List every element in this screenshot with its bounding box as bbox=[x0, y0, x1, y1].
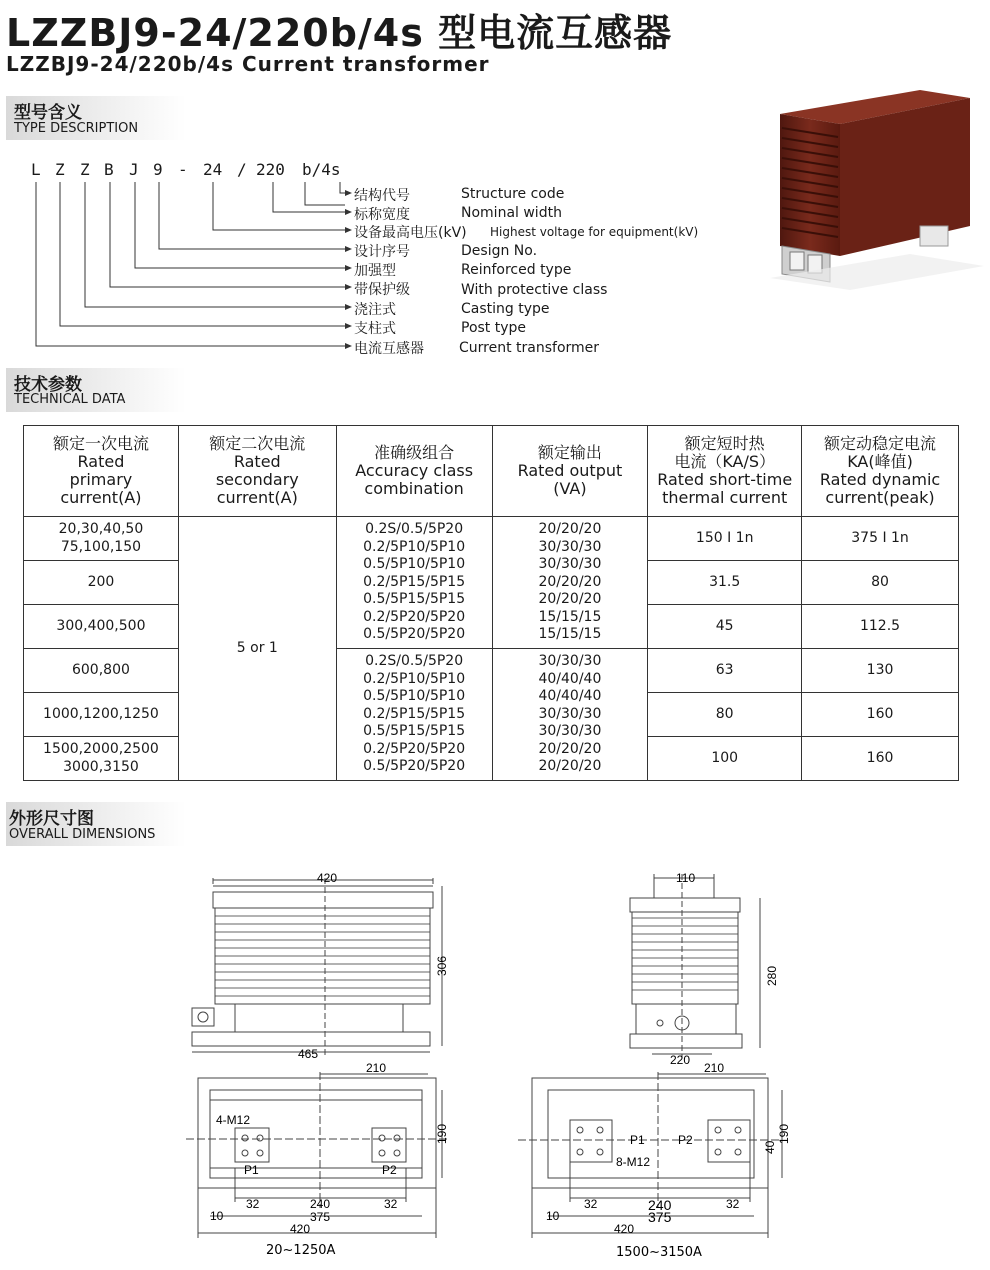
output-cell bbox=[492, 517, 648, 649]
primary-value: 1500,2000,2500 bbox=[43, 741, 159, 757]
accuracy-value: 0.2/5P15/5P15 bbox=[363, 573, 466, 590]
dim-label: 210 bbox=[704, 1061, 725, 1075]
header-en: (VA) bbox=[553, 479, 587, 498]
header-zh: 额定短时热 bbox=[684, 434, 765, 453]
header-zh: 额定一次电流 bbox=[52, 434, 149, 453]
header-en: Rated dynamic bbox=[819, 470, 941, 489]
type-item-en: Highest voltage for equipment(kV) bbox=[490, 225, 699, 239]
type-section-title-zh: 型号含义 bbox=[14, 103, 82, 123]
accuracy-value: 0.5/5P20/5P20 bbox=[363, 758, 466, 775]
tech-section-title-en: TECHNICAL DATA bbox=[14, 392, 126, 407]
dim-label: 420 bbox=[317, 871, 338, 885]
output-value: 20/20/20 bbox=[538, 521, 602, 538]
accuracy-value: 0.2/5P20/5P20 bbox=[363, 608, 466, 625]
header-zh: 准确级组合 bbox=[374, 443, 455, 462]
type-item-zh: 带保护级 bbox=[354, 282, 410, 298]
primary-cell: 200 bbox=[24, 561, 179, 605]
right-dimension-drawing bbox=[512, 868, 802, 1260]
type-item-zh: 标称宽度 bbox=[354, 207, 410, 223]
header-en: combination bbox=[364, 479, 464, 498]
page-subtitle: LZZBJ9-24/220b/4s Current transformer bbox=[6, 52, 490, 76]
dim-label: 465 bbox=[298, 1047, 319, 1061]
thermal-cell: 100 bbox=[648, 737, 802, 781]
dim-label: 420 bbox=[290, 1222, 311, 1236]
dim-label: 32 bbox=[384, 1197, 398, 1211]
header-en: Rated bbox=[233, 452, 281, 471]
dim-label: 10 bbox=[210, 1209, 224, 1223]
dim-label: 110 bbox=[676, 871, 696, 885]
output-value: 20/20/20 bbox=[538, 758, 602, 775]
accuracy-value: 0.2S/0.5/5P20 bbox=[365, 521, 464, 538]
dim-label: 32 bbox=[726, 1197, 740, 1211]
accuracy-value: 0.5/5P10/5P10 bbox=[363, 556, 466, 573]
primary-cell: 600,800 bbox=[24, 649, 179, 693]
code-char-z2: Z bbox=[80, 160, 90, 179]
header-en: KA(峰值) bbox=[847, 452, 913, 471]
type-item-zh: 结构代号 bbox=[354, 188, 410, 204]
header-en: primary bbox=[69, 470, 133, 489]
tech-section-title-zh: 技术参数 bbox=[14, 375, 82, 395]
accuracy-cell bbox=[336, 649, 492, 781]
primary-value: 75,100,150 bbox=[60, 538, 142, 555]
type-item-en: Design No. bbox=[461, 243, 538, 259]
type-item-en: Casting type bbox=[461, 301, 550, 317]
header-en: current(A) bbox=[60, 488, 142, 507]
accuracy-value: 0.2/5P10/5P10 bbox=[363, 670, 466, 687]
type-item-zh: 加强型 bbox=[354, 263, 396, 279]
code-char-j: J bbox=[129, 160, 139, 179]
dim-label: 220 bbox=[670, 1053, 691, 1067]
primary-value: 20,30,40,50 bbox=[58, 521, 144, 537]
table-row bbox=[24, 649, 959, 693]
header-en: current(peak) bbox=[825, 488, 935, 507]
header-en: Rated output bbox=[517, 461, 623, 480]
dim-label: 4-M12 bbox=[216, 1113, 251, 1127]
primary-cell: 300,400,500 bbox=[24, 605, 179, 649]
header-thermal bbox=[648, 426, 802, 517]
code-char-b4s: b/4s bbox=[302, 160, 341, 179]
type-item-en: Post type bbox=[461, 320, 527, 336]
type-item-en: Nominal width bbox=[461, 205, 562, 221]
thermal-cell: 150 I 1n bbox=[648, 517, 802, 561]
accuracy-value: 0.2/5P15/5P15 bbox=[363, 705, 466, 722]
accuracy-value: 0.5/5P20/5P20 bbox=[363, 626, 466, 643]
dim-label: 32 bbox=[584, 1197, 598, 1211]
accuracy-value: 0.5/5P10/5P10 bbox=[363, 688, 466, 705]
primary-value: 3000,3150 bbox=[63, 758, 139, 775]
type-section-title-en: TYPE DESCRIPTION bbox=[14, 121, 139, 136]
dim-label: 210 bbox=[366, 1061, 387, 1075]
output-cell bbox=[492, 649, 648, 781]
dim-label: 240 bbox=[310, 1197, 331, 1211]
code-char-z1: Z bbox=[55, 160, 65, 179]
header-en: Accuracy class bbox=[355, 461, 474, 480]
dim-label: P2 bbox=[382, 1163, 397, 1177]
dim-label: 8-M12 bbox=[616, 1155, 651, 1169]
dim-label: 375 bbox=[648, 1209, 672, 1225]
code-char-slash: / bbox=[237, 160, 247, 179]
output-value: 15/15/15 bbox=[538, 608, 602, 625]
type-item-zh: 设备最高电压(kV) bbox=[354, 225, 467, 241]
type-item-zh: 电流互感器 bbox=[354, 341, 424, 357]
accuracy-value: 0.5/5P15/5P15 bbox=[363, 591, 466, 608]
thermal-cell: 45 bbox=[648, 605, 802, 649]
right-drawing-caption: 1500~3150A bbox=[616, 1245, 702, 1260]
header-en: thermal current bbox=[662, 488, 788, 507]
header-en: current(A) bbox=[216, 488, 298, 507]
dim-label: 240 bbox=[648, 1197, 672, 1213]
code-char-dash: - bbox=[178, 160, 188, 179]
header-en: secondary bbox=[215, 470, 299, 489]
output-value: 15/15/15 bbox=[538, 626, 602, 643]
accuracy-value: 0.2S/0.5/5P20 bbox=[365, 653, 464, 670]
code-char-l: L bbox=[31, 160, 41, 179]
output-value: 20/20/20 bbox=[538, 740, 602, 757]
accuracy-cell bbox=[336, 517, 492, 649]
header-zh: 额定二次电流 bbox=[209, 434, 306, 453]
output-value: 40/40/40 bbox=[538, 688, 602, 705]
output-value: 30/30/30 bbox=[538, 556, 602, 573]
code-char-9: 9 bbox=[153, 160, 163, 179]
code-char-24: 24 bbox=[203, 160, 223, 179]
type-item-en: Current transformer bbox=[459, 340, 600, 356]
accuracy-value: 0.2/5P20/5P20 bbox=[363, 740, 466, 757]
output-value: 30/30/30 bbox=[538, 723, 602, 740]
type-item-en: Reinforced type bbox=[461, 262, 572, 278]
header-primary bbox=[24, 426, 179, 517]
thermal-cell: 31.5 bbox=[648, 561, 802, 605]
dim-label: 280 bbox=[765, 965, 779, 986]
header-dynamic bbox=[802, 426, 959, 517]
dynamic-cell: 80 bbox=[802, 561, 959, 605]
primary-cell bbox=[24, 737, 179, 781]
thermal-cell: 80 bbox=[648, 693, 802, 737]
dim-label: P1 bbox=[244, 1163, 259, 1177]
dim-label: 375 bbox=[310, 1210, 331, 1224]
dynamic-cell: 112.5 bbox=[802, 605, 959, 649]
dim-label: 190 bbox=[777, 1123, 791, 1144]
header-en: Rated bbox=[77, 452, 125, 471]
header-en: Rated short-time bbox=[657, 470, 793, 489]
type-item-zh: 浇注式 bbox=[354, 302, 396, 318]
dynamic-cell: 160 bbox=[802, 737, 959, 781]
left-dimension-drawing bbox=[180, 868, 470, 1260]
thermal-cell: 63 bbox=[648, 649, 802, 693]
primary-cell: 1000,1200,1250 bbox=[24, 693, 179, 737]
type-item-en: Structure code bbox=[461, 186, 565, 202]
accuracy-value: 0.2/5P10/5P10 bbox=[363, 538, 466, 555]
output-value: 30/30/30 bbox=[538, 653, 602, 670]
output-value: 30/30/30 bbox=[538, 538, 602, 555]
header-zh: 额定输出 bbox=[537, 443, 602, 462]
secondary-cell: 5 or 1 bbox=[178, 517, 336, 781]
code-char-220: 220 bbox=[256, 160, 285, 179]
header-en: 电流（KA/S） bbox=[674, 452, 776, 471]
product-photo bbox=[770, 86, 984, 296]
dim-label: 420 bbox=[614, 1222, 635, 1236]
type-item-zh: 支柱式 bbox=[354, 321, 396, 337]
primary-cell bbox=[24, 517, 179, 561]
dims-section-title-zh: 外形尺寸图 bbox=[9, 809, 94, 829]
left-drawing-caption: 20~1250A bbox=[266, 1243, 336, 1258]
output-value: 20/20/20 bbox=[538, 573, 602, 590]
dynamic-cell: 130 bbox=[802, 649, 959, 693]
dim-label: P2 bbox=[678, 1133, 693, 1147]
output-value: 30/30/30 bbox=[538, 705, 602, 722]
header-zh: 额定动稳定电流 bbox=[824, 434, 937, 453]
code-char-b: B bbox=[104, 160, 114, 179]
technical-data-table bbox=[23, 425, 959, 781]
dynamic-cell: 160 bbox=[802, 693, 959, 737]
type-item-en: With protective class bbox=[461, 282, 608, 298]
output-value: 40/40/40 bbox=[538, 670, 602, 687]
dims-section-title-en: OVERALL DIMENSIONS bbox=[9, 827, 156, 842]
dim-label: 10 bbox=[546, 1209, 560, 1223]
table-row bbox=[24, 517, 959, 561]
dim-label: 306 bbox=[435, 955, 449, 976]
dim-label: 40 bbox=[763, 1140, 777, 1154]
dim-label: P1 bbox=[630, 1133, 645, 1147]
dynamic-cell: 375 I 1n bbox=[802, 517, 959, 561]
dim-label: 32 bbox=[246, 1197, 260, 1211]
type-item-zh: 设计序号 bbox=[354, 244, 410, 260]
accuracy-value: 0.5/5P15/5P15 bbox=[363, 723, 466, 740]
table-header-row bbox=[24, 426, 959, 517]
header-output bbox=[492, 426, 648, 517]
output-value: 20/20/20 bbox=[538, 591, 602, 608]
header-accuracy bbox=[336, 426, 492, 517]
dim-label: 190 bbox=[435, 1123, 449, 1144]
page-title: LZZBJ9-24/220b/4s 型电流互感器 bbox=[6, 11, 673, 55]
header-secondary bbox=[178, 426, 336, 517]
